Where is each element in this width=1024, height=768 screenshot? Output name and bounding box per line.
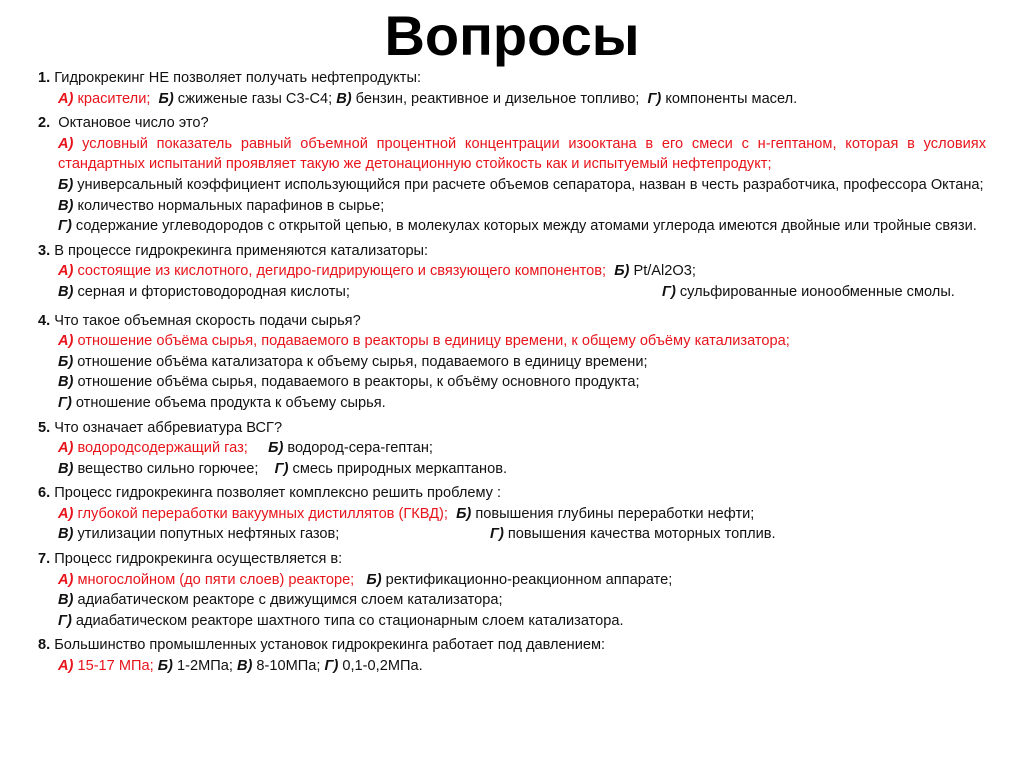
answer-b: отношение объёма катализатора к объему сырья, подаваемого в единицу времени; [73, 353, 648, 370]
question-4 [38, 311, 986, 414]
question-8 [38, 635, 986, 676]
answer-label-g: Г) [324, 658, 339, 675]
question-6 [38, 483, 986, 545]
answer-label-b: Б) [456, 505, 472, 522]
question-text: Октановое число это? [50, 115, 209, 132]
answer-label-a: А) [58, 90, 74, 107]
answer-a-correct: отношение объёма сырья, подаваемого в реакторы в единицу времени, к общему объёму катализатора; [73, 333, 790, 350]
question-text: Большинство промышленных установок гидрокрекинга работает под давлением: [50, 637, 606, 654]
answer-label-a: А) [58, 263, 74, 280]
question-text: Процесс гидрокрекинга осуществляется в: [50, 551, 343, 568]
answer-v: количество нормальных парафинов в сырье; [73, 197, 385, 214]
answer-row-b [38, 175, 986, 196]
answer-a-correct: условный показатель равный объемной процентной концентрации изооктана в его смеси с н-гептаном, которая в условиях стандартных испытаний проявляет такую же детонационную стойкость как и испытуемый нефтепродукт; [58, 135, 986, 173]
answer-row-vg [38, 282, 986, 303]
question-text: Гидрокрекинг НЕ позволяет получать нефтепродукты: [50, 70, 421, 86]
question-number: 2. [38, 115, 51, 132]
answer-label-v: В) [58, 197, 74, 214]
answer-label-v: В) [58, 592, 74, 609]
question-number: 5. [38, 419, 51, 436]
answer-a-correct: глубокой переработки вакуумных дистиллятов (ГКВД); [73, 505, 457, 522]
slide-title: Вопросы [384, 4, 640, 67]
question-text: Что означает аббревиатура ВСГ? [50, 419, 283, 436]
answer-label-b: Б) [268, 440, 284, 457]
question-number: 8. [38, 637, 51, 654]
answer-label-a: А) [58, 658, 74, 675]
question-text: Процесс гидрокрекинга позволяет комплексно решить проблему : [50, 485, 502, 502]
answer-label-g: Г) [58, 218, 72, 235]
answer-row-a [38, 134, 986, 175]
question-5 [38, 418, 986, 480]
question-2 [38, 113, 986, 237]
question-number: 6. [38, 485, 51, 502]
answer-label-a: А) [58, 135, 74, 152]
answer-v: адиабатическом реакторе с движущимся слоем катализатора; [73, 592, 503, 609]
answer-label-a: А) [58, 333, 74, 350]
answer-v: 8-10МПа; [252, 658, 325, 675]
answer-g: смесь природных меркаптанов. [288, 460, 508, 477]
question-1 [38, 68, 986, 109]
question-number: 4. [38, 312, 51, 329]
answer-v: серная и фтористоводородная кислоты; [73, 283, 350, 300]
answer-row-vg [38, 524, 986, 545]
answer-a-correct: водородсодержащий газ; [73, 440, 269, 457]
answer-v: бензин, реактивное и дизельное топливо; [351, 90, 648, 107]
answer-label-b: Б) [614, 263, 630, 280]
answer-a-correct: многослойном (до пяти слоев) реакторе; [73, 571, 367, 588]
questions-list [38, 68, 986, 681]
answer-row-v [38, 196, 986, 217]
answer-label-v: В) [58, 526, 74, 543]
answer-g: сульфированные ионообменные смолы. [675, 283, 955, 300]
answer-label-g: Г) [274, 460, 289, 477]
answer-label-g: Г) [58, 612, 72, 629]
answer-v: вещество сильно горючее; [73, 460, 275, 477]
answer-row-g [38, 216, 986, 237]
answer-b: Pt/Al2O3; [629, 263, 696, 280]
answer-label-g: Г) [662, 283, 676, 300]
answer-label-a: А) [58, 505, 74, 522]
answer-g: отношение объема продукта к объему сырья. [71, 394, 386, 411]
question-7 [38, 549, 986, 631]
answer-label-b: Б) [158, 90, 174, 107]
answer-label-b: Б) [157, 658, 173, 675]
answer-v: отношение объёма сырья, подаваемого в реакторы, к объёму основного продукта; [73, 374, 640, 391]
question-number: 3. [38, 242, 51, 259]
answer-label-v: В) [58, 374, 74, 391]
answer-g: повышения качества моторных топлив. [503, 526, 776, 543]
answer-label-v: В) [58, 283, 74, 300]
answer-label-a: А) [58, 440, 74, 457]
answer-label-g: Г) [647, 90, 662, 107]
answer-v: утилизации попутных нефтяных газов; [73, 526, 340, 543]
answer-label-b: Б) [58, 176, 74, 193]
answer-label-b: Б) [58, 353, 74, 370]
answer-g: компоненты масел. [661, 90, 798, 107]
answer-label-g: Г) [490, 526, 504, 543]
answer-b: водород-сера-гептан; [283, 440, 433, 457]
answer-b: ректификационно-реакционном аппарате; [381, 571, 673, 588]
answer-label-v: В) [336, 90, 352, 107]
question-text: В процессе гидрокрекинга применяются катализаторы: [50, 242, 429, 259]
question-number: 1. [38, 70, 51, 86]
answer-label-v: В) [58, 460, 74, 477]
answer-b: сжиженые газы С3-С4; [173, 90, 337, 107]
answer-g: содержание углеводородов с открытой цепью, в молекулах которых между атомами углерода имеются двойные или тройные связи. [71, 218, 977, 235]
question-text: Что такое объемная скорость подачи сырья? [50, 312, 361, 329]
answer-label-b: Б) [366, 571, 382, 588]
answer-g: адиабатическом реакторе шахтного типа со стационарным слоем катализатора. [71, 612, 624, 629]
question-number: 7. [38, 551, 51, 568]
answer-a-correct: красители; [73, 90, 159, 107]
question-3 [38, 241, 986, 303]
answer-label-g: Г) [58, 394, 72, 411]
answer-b: 1-2МПа; [172, 658, 237, 675]
answer-label-v: В) [236, 658, 253, 675]
answer-a-correct: состоящие из кислотного, дегидро-гидрирующего и связующего компонентов; [73, 263, 615, 280]
answer-a-correct: 15-17 МПа; [73, 658, 158, 675]
answer-label-a: А) [58, 571, 74, 588]
answer-b: повышения глубины переработки нефти; [471, 505, 755, 522]
answer-g: 0,1-0,2МПа. [338, 658, 423, 675]
answer-b: универсальный коэффициент использующийся при расчете объемов сепаратора, назван в честь разработчика, профессора Октана; [73, 176, 984, 193]
